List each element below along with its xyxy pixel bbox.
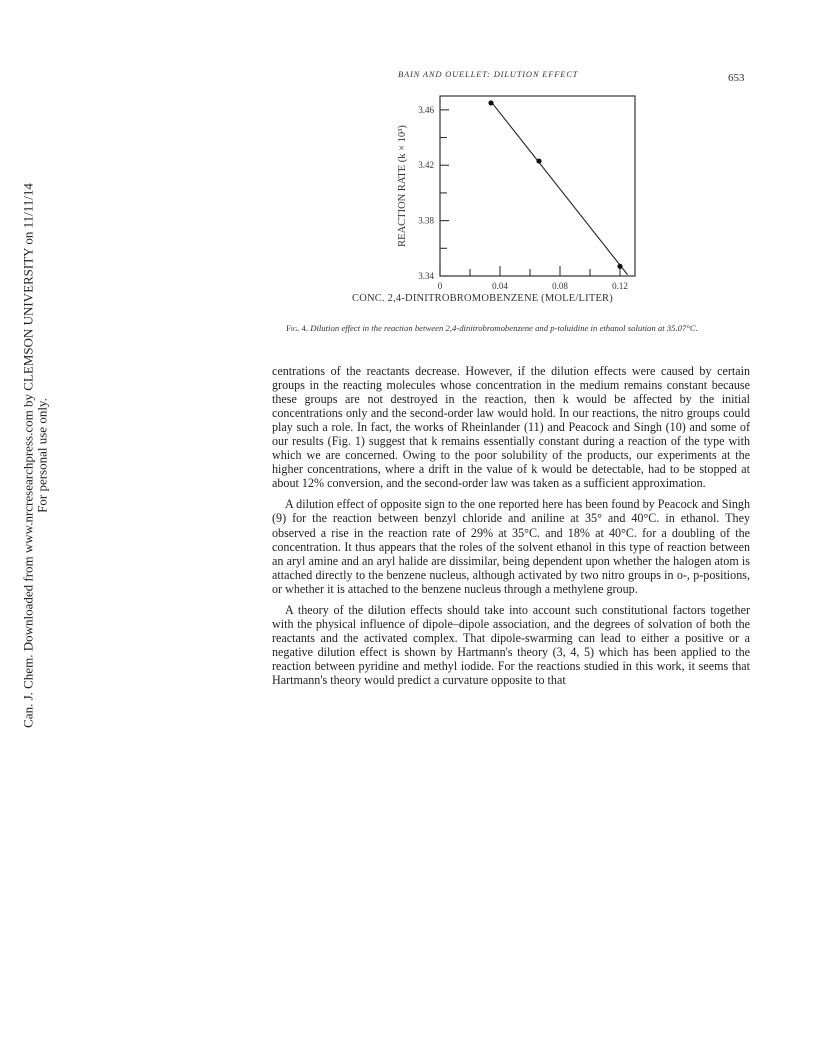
paragraph-1: centrations of the reactants decrease. However, if the dilution effects were caused by certain groups in the reacting molecules whose concentration in the medium remains constant because these groups are not destroyed in the reaction, then k would be affected by the initial concentrations only and the second-order law would hold. In our reactions, the nitro groups could play such a role. In fact, the works of Rheinlander (11) and Peacock and Singh (10) and some of our results (Fig. 1) suggest that k remains essentially constant during a reaction of the type with which we are concerned. Owing to the poor solubility of the products, our experiments at the higher concentrations, where a drift in the value of k would be detectable, had to be stopped at about 12% conversion, and the second-order law was taken as a sufficient approximation.: [272, 364, 750, 491]
y-tick-label: 3.46: [418, 104, 434, 115]
plot-frame: [440, 96, 635, 276]
x-tick-label: 0: [437, 281, 443, 291]
body-text: [272, 364, 750, 694]
download-notice-line1: Can. J. Chem. Downloaded from www.nrcresearchpress.com by CLEMSON UNIVERSITY on 11/11/14: [20, 183, 36, 728]
paragraph-3: A theory of the dilution effects should take into account such constitutional factors together with the physical influence of dipole–dipole association, and the degrees of solvation of both the reactants and the activated complex. That dipole-swarming can lead to either a positive or a negative dilution effect is shown by Hartmann's theory (3, 4, 5) which has been applied to the reaction between pyridine and methyl iodide. For the reactions studied in this work, it seems that Hartmann's theory would predict a curvature opposite to that: [272, 602, 750, 687]
fit-line: [491, 102, 628, 275]
y-tick-label: 3.34: [418, 271, 434, 281]
paragraph-2: A dilution effect of opposite sign to the one reported here has been found by Peacock and Singh (9) for the reaction between benzyl chloride and aniline at 35° and 40°C. in ethanol. They observed a rise in the reaction rate of 29% at 35°C. and 18% at 40°C. for a doubling of the concentration. It thus appears that the roles of the solvent ethanol in this type of reaction between an aryl amine and an aryl halide are dissimilar, being dependent upon whether the halogen atom is attached directly to the benzene nucleus, although activated by two nitro groups in o-, p-positions, or whether it is attached to the benzene nucleus through a methylene group.: [272, 497, 750, 596]
dilution-chart: [380, 86, 670, 291]
data-point: [536, 158, 541, 163]
x-tick-label: 0.12: [612, 281, 628, 291]
y-tick-label: 3.42: [418, 160, 434, 171]
x-tick-label: 0.08: [552, 281, 568, 291]
x-axis-ticks: [438, 266, 628, 291]
download-notice-line2: For personal use only.: [34, 398, 49, 513]
y-axis-ticks: [418, 105, 449, 281]
x-tick-label: 0.04: [492, 281, 508, 291]
running-head: BAIN AND OUELLET: DILUTION EFFECT: [398, 69, 579, 79]
x-axis-title: CONC. 2,4-DINITROBROMOBENZENE (MOLE/LITER): [352, 293, 613, 304]
page-number: 653: [728, 72, 745, 84]
data-point: [488, 100, 493, 105]
caption-text: Dilution effect in the reaction between 2,4-dinitrobromobenzene and p-toluidine in ethanol solution at 35.07°C.: [310, 323, 698, 333]
y-tick-label: 3.38: [418, 215, 434, 226]
data-point: [617, 264, 622, 269]
figure-caption: [272, 323, 750, 334]
download-notice: [22, 76, 49, 836]
y-axis-title: REACTION RATE (k × 10³): [397, 125, 408, 247]
caption-label: Fig. 4.: [286, 323, 309, 333]
